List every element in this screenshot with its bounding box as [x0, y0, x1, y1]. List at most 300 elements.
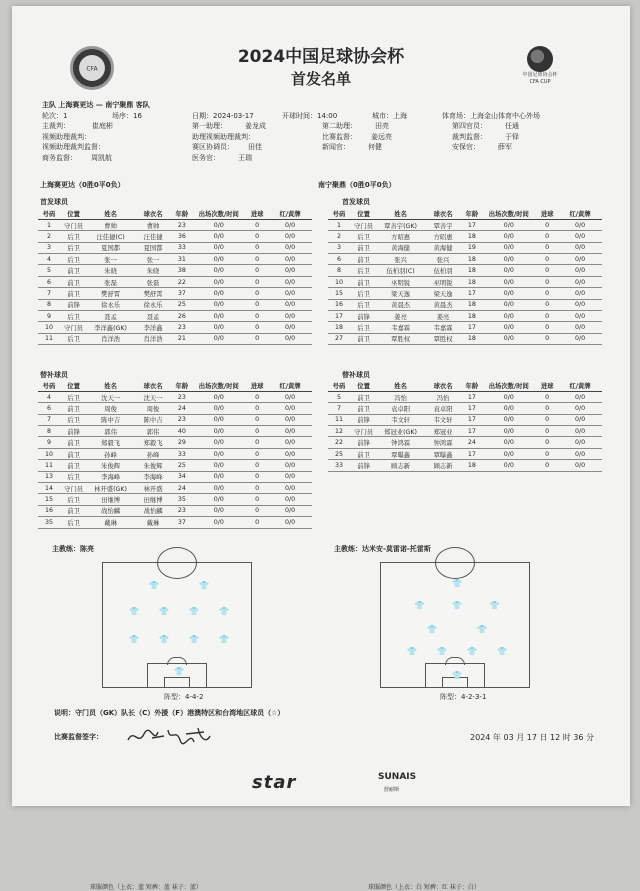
table-row [38, 494, 312, 505]
table-cell: 聂孟 [134, 311, 172, 322]
sponsor-logo-star: star [252, 772, 297, 793]
table-cell: 5 [38, 265, 60, 276]
player-shirt-icon: 👕 [189, 635, 199, 644]
table-cell: 0/0 [191, 517, 246, 528]
table-cell: 14 [38, 483, 60, 494]
player-shirt-icon: 👕 [149, 581, 159, 590]
table-cell: 陈中吉 [134, 414, 172, 425]
table-cell: 前卫 [60, 288, 87, 299]
sponsor-logo-sunais: SUNAIS [378, 772, 417, 782]
table-cell: 0/0 [481, 299, 536, 310]
table-row [38, 426, 312, 437]
table-cell: 前锋 [60, 426, 87, 437]
table-cell: 前卫 [350, 391, 377, 402]
table-cell: 23 [172, 414, 191, 425]
table-row [38, 403, 312, 414]
table-cell: 后卫 [60, 517, 87, 528]
table-cell: 0/0 [191, 231, 246, 242]
table-cell: 方昭惠 [424, 231, 462, 242]
table-cell: 11 [38, 333, 60, 344]
table-cell: 7 [328, 403, 350, 414]
table-cell: 0 [536, 265, 558, 276]
column-header: 号码 [38, 380, 60, 391]
table-cell: 郭伟 [134, 426, 172, 437]
table-cell: 0/0 [268, 403, 312, 414]
table-cell: 肖洋浩 [134, 333, 172, 344]
round-value: 1 [63, 111, 68, 120]
table-cell: 0 [246, 414, 268, 425]
table-cell: 10 [38, 322, 60, 333]
table-cell: 33 [172, 448, 191, 459]
column-header: 红/黄牌 [558, 208, 602, 219]
table-cell: 0 [246, 505, 268, 516]
table-cell: 18 [462, 231, 481, 242]
security-value: 薛军 [498, 143, 512, 151]
away-formation: 阵型：4-2-3-1 [440, 693, 487, 701]
table-cell: 11 [38, 460, 60, 471]
table-cell: 27 [328, 333, 350, 344]
column-header: 年龄 [462, 380, 481, 391]
table-cell: 0 [246, 483, 268, 494]
table-cell: 0/0 [268, 242, 312, 253]
table-cell: 0/0 [558, 311, 602, 322]
handwritten-signature [124, 722, 214, 750]
table-row [38, 231, 312, 242]
table-cell: 前卫 [60, 505, 87, 516]
table-cell: 0/0 [268, 322, 312, 333]
table-cell: 0/0 [268, 391, 312, 402]
table-cell: 0/0 [268, 494, 312, 505]
table-cell: 张一 [87, 254, 134, 265]
table-cell: 0/0 [268, 276, 312, 287]
column-header: 球衣名 [134, 380, 172, 391]
table-cell: 0/0 [481, 231, 536, 242]
player-shirt-icon: 👕 [467, 647, 477, 656]
table-cell: 周俊 [134, 403, 172, 414]
table-cell: 4 [38, 391, 60, 402]
column-header: 进球 [536, 208, 558, 219]
match-info: 主队 上海赛更达 — 南宁聚鼎 客队 轮次：1 场序：16 日期：2024-03-17 开球时间：14:00 城市：上海 体育场：上海金山体育中心外场 主裁判： 崔庭彬 第一助理： 姜龙成 第二助理： 田亮 第四官员： 任通 视频助理裁判： 助理视频助理裁判： 比赛监督： 姜远亮 裁判监督： 于铎 视频助理裁判监督： 赛区协调员： 田佳 新闻官： 何健 安保官： 薛军 商务监督： 周凯航 医务官： 王瑞 [42, 101, 540, 162]
table-row [328, 391, 602, 402]
table-cell: 9 [38, 311, 60, 322]
table-cell: 18 [462, 311, 481, 322]
home-starters-label: 首发球员 [40, 198, 68, 206]
away-starters-label: 首发球员 [342, 198, 370, 206]
table-header-row [38, 380, 312, 391]
sponsor-sunais-sub: 舒耐斯 [384, 787, 400, 793]
svg-text:CFA: CFA [86, 65, 98, 73]
table-cell: 0/0 [191, 276, 246, 287]
table-cell: 17 [462, 426, 481, 437]
table-row [328, 288, 602, 299]
table-cell: 前卫 [60, 403, 87, 414]
table-cell: 0/0 [191, 403, 246, 414]
table-cell: 16 [328, 299, 350, 310]
table-cell: 郭伟 [87, 426, 134, 437]
table-cell: 后卫 [60, 391, 87, 402]
table-cell: 0/0 [191, 333, 246, 344]
table-cell: 周俊 [87, 403, 134, 414]
column-header: 号码 [38, 208, 60, 219]
table-cell: 0/0 [558, 299, 602, 310]
table-cell: 守门员 [60, 219, 87, 230]
coordinator-value: 田佳 [248, 143, 262, 151]
assessor-value: 姜远亮 [371, 132, 392, 141]
table-cell: 0/0 [191, 426, 246, 437]
table-cell: 0/0 [191, 494, 246, 505]
table-cell: 0/0 [481, 311, 536, 322]
table-cell: 后卫 [60, 471, 87, 482]
column-header: 姓名 [377, 380, 424, 391]
table-row [38, 414, 312, 425]
table-cell: 戴琳 [87, 517, 134, 528]
table-cell: 顾志新 [424, 460, 462, 471]
player-shirt-icon: 👕 [129, 635, 139, 644]
table-row [38, 254, 312, 265]
table-cell: 12 [328, 426, 350, 437]
table-cell: 10 [38, 448, 60, 459]
table-cell: 18 [462, 254, 481, 265]
column-header: 位置 [60, 208, 87, 219]
table-cell: 0 [246, 517, 268, 528]
home-formation: 阵型：4-4-2 [164, 693, 204, 701]
column-header: 出场次数/时间 [191, 380, 246, 391]
table-cell: 0/0 [481, 403, 536, 414]
table-cell: 35 [38, 517, 60, 528]
table-cell: 张兴 [424, 254, 462, 265]
table-cell: 0 [246, 448, 268, 459]
player-shirt-icon: 👕 [407, 647, 417, 656]
table-cell: 0 [536, 448, 558, 459]
table-cell: 0/0 [268, 517, 312, 528]
table-cell: 战怡麟 [134, 505, 172, 516]
table-cell: 26 [172, 311, 191, 322]
table-cell: 郑毅飞 [134, 437, 172, 448]
table-cell: 25 [328, 448, 350, 459]
table-cell: 0/0 [268, 448, 312, 459]
table-cell: 后卫 [60, 242, 87, 253]
away-subs-table [328, 380, 602, 472]
table-cell: 7 [38, 414, 60, 425]
table-row [328, 254, 602, 265]
table-cell: 24 [172, 403, 191, 414]
table-cell: 17 [462, 414, 481, 425]
table-cell: 樊舒霄 [87, 288, 134, 299]
table-cell: 郑冠业 [424, 426, 462, 437]
table-cell: 黄海健 [424, 242, 462, 253]
table-cell: 0/0 [191, 265, 246, 276]
table-cell: 0 [246, 242, 268, 253]
table-cell: 后卫 [350, 322, 377, 333]
table-cell: 7 [38, 288, 60, 299]
table-cell: 0/0 [481, 242, 536, 253]
column-header: 年龄 [172, 208, 191, 219]
table-cell: 0/0 [268, 299, 312, 310]
table-cell: 后卫 [60, 414, 87, 425]
table-cell: 伍柏羽(C) [377, 265, 424, 276]
table-cell: 23 [172, 322, 191, 333]
table-cell: 韦文轩 [424, 414, 462, 425]
player-shirt-icon: 👕 [414, 601, 425, 610]
table-cell: 张兴 [377, 254, 424, 265]
table-cell: 6 [328, 254, 350, 265]
table-cell: 前卫 [350, 403, 377, 414]
table-cell: 0/0 [191, 483, 246, 494]
table-cell: 顾志新 [377, 460, 424, 471]
table-cell: 0/0 [558, 426, 602, 437]
table-cell: 李海峰 [87, 471, 134, 482]
ar1-value: 姜龙成 [245, 122, 266, 130]
table-cell: 梁天逸 [424, 288, 462, 299]
table-cell: 0/0 [268, 333, 312, 344]
table-cell: 朱俊辉 [134, 460, 172, 471]
column-header: 红/黄牌 [268, 208, 312, 219]
player-shirt-icon: 👕 [219, 635, 229, 644]
table-cell: 1 [38, 219, 60, 230]
table-cell: 0 [536, 311, 558, 322]
table-cell: 朱俊辉 [87, 460, 134, 471]
table-cell: 35 [172, 494, 191, 505]
column-header: 位置 [60, 380, 87, 391]
table-cell: 22 [172, 276, 191, 287]
player-shirt-icon: 👕 [477, 625, 487, 634]
avar-label: 助理视频助理裁判： [192, 132, 255, 141]
table-cell: 17 [462, 219, 481, 230]
table-cell: 汪佳捷(C) [87, 231, 134, 242]
table-cell: 0 [246, 311, 268, 322]
table-cell: 33 [328, 460, 350, 471]
table-cell: 0/0 [558, 437, 602, 448]
table-cell: 方昭惠 [377, 231, 424, 242]
table-cell: 5 [328, 391, 350, 402]
table-cell: 前卫 [60, 265, 87, 276]
table-cell: 冯怡 [377, 391, 424, 402]
commercial-value: 周凯航 [91, 153, 112, 162]
table-cell: 34 [172, 471, 191, 482]
table-cell: 巫明锐 [377, 276, 424, 287]
table-cell: 0/0 [558, 288, 602, 299]
table-cell: 钟鸿霖 [377, 437, 424, 448]
page-subtitle: 首发名单 [290, 70, 351, 88]
column-header: 姓名 [87, 380, 134, 391]
referee-value: 崔庭彬 [92, 122, 113, 130]
table-cell: 前卫 [350, 276, 377, 287]
table-cell: 后卫 [350, 265, 377, 276]
table-cell: 袁卓阳 [377, 403, 424, 414]
table-cell: 6 [38, 403, 60, 414]
table-cell: 0/0 [558, 265, 602, 276]
table-cell: 夏国都 [87, 242, 134, 253]
table-cell: 黄晨杰 [377, 299, 424, 310]
away-team-header: 南宁聚鼎（0胜0平0负） 球服颜色（上衣：白 短裤：红 袜子：白） [318, 181, 480, 891]
table-cell: 0/0 [268, 254, 312, 265]
table-cell: 朱晓 [87, 265, 134, 276]
table-cell: 0 [536, 288, 558, 299]
table-cell: 15 [38, 494, 60, 505]
table-cell: 汪佳捷 [134, 231, 172, 242]
table-row [38, 505, 312, 516]
table-row [328, 460, 602, 471]
home-coach: 主教练：陈亮 [52, 545, 94, 553]
table-cell: 0/0 [481, 448, 536, 459]
table-cell: 0/0 [268, 505, 312, 516]
table-cell: 0/0 [268, 265, 312, 276]
table-cell: 0/0 [191, 322, 246, 333]
column-header: 出场次数/时间 [481, 208, 536, 219]
table-cell: 0/0 [191, 219, 246, 230]
table-cell: 0/0 [481, 322, 536, 333]
table-cell: 0/0 [558, 242, 602, 253]
table-cell: 10 [328, 276, 350, 287]
table-cell: 郑冠业(GK) [377, 426, 424, 437]
table-cell: 17 [462, 322, 481, 333]
table-cell: 17 [462, 403, 481, 414]
table-cell: 0 [246, 391, 268, 402]
table-cell: 前锋 [350, 437, 377, 448]
table-cell: 冯怡 [424, 391, 462, 402]
table-cell: 前卫 [60, 460, 87, 471]
table-cell: 夏国都 [134, 242, 172, 253]
fourth-official-value: 任通 [505, 122, 519, 130]
table-cell: 33 [172, 242, 191, 253]
table-cell: 0/0 [268, 483, 312, 494]
table-cell: 38 [172, 265, 191, 276]
column-header: 出场次数/时间 [481, 380, 536, 391]
table-cell: 袁卓阳 [424, 403, 462, 414]
column-header: 年龄 [172, 380, 191, 391]
table-cell: 0/0 [191, 299, 246, 310]
table-cell: 田继博 [134, 494, 172, 505]
table-cell: 0/0 [191, 288, 246, 299]
player-shirt-icon: 👕 [189, 607, 199, 616]
table-cell: 曹帅 [87, 219, 134, 230]
home-kit-colors: 球服颜色（上衣：蓝 短裤：蓝 袜子：蓝） [90, 884, 202, 891]
table-cell: 徐永乐 [134, 299, 172, 310]
table-cell: 守门员 [60, 322, 87, 333]
table-row [38, 311, 312, 322]
table-cell: 后卫 [60, 333, 87, 344]
table-cell: 24 [462, 437, 481, 448]
table-cell: 0 [536, 414, 558, 425]
table-row [38, 276, 312, 287]
table-cell: 0 [536, 231, 558, 242]
date-value: 2024-03-17 [213, 111, 254, 120]
table-cell: 17 [462, 391, 481, 402]
table-cell: 李洋鑫(GK) [87, 322, 134, 333]
table-cell: 0 [246, 254, 268, 265]
column-header: 球衣名 [424, 208, 462, 219]
table-cell: 36 [172, 231, 191, 242]
home-formation-pitch [102, 562, 252, 688]
table-cell: 0/0 [481, 219, 536, 230]
table-cell: 后卫 [60, 311, 87, 322]
table-cell: 林开盛 [134, 483, 172, 494]
table-cell: 0/0 [558, 219, 602, 230]
table-cell: 0 [536, 460, 558, 471]
table-cell: 覃胜权 [424, 333, 462, 344]
table-cell: 孙峰 [87, 448, 134, 459]
home-team-header: 上海赛更达（0胜0平0负） 球服颜色（上衣：蓝 短裤：蓝 袜子：蓝） [40, 181, 202, 891]
table-header-row [38, 208, 312, 219]
table-cell: 前卫 [350, 448, 377, 459]
venue-value: 上海金山体育中心外场 [470, 111, 540, 120]
table-cell: 0 [246, 333, 268, 344]
table-cell: 张磊 [134, 276, 172, 287]
table-cell: 0 [246, 219, 268, 230]
table-row [328, 242, 602, 253]
table-cell: 0/0 [481, 276, 536, 287]
table-cell: 0 [536, 299, 558, 310]
column-header: 球衣名 [134, 208, 172, 219]
table-cell: 0 [536, 391, 558, 402]
table-cell: 0/0 [558, 276, 602, 287]
table-cell: 18 [462, 299, 481, 310]
table-row [328, 322, 602, 333]
table-cell: 黄海健 [377, 242, 424, 253]
table-cell: 25 [172, 299, 191, 310]
table-cell: 0/0 [191, 448, 246, 459]
match-no-value: 16 [133, 111, 142, 120]
table-cell: 0 [246, 276, 268, 287]
table-row [38, 265, 312, 276]
table-cell: 25 [172, 460, 191, 471]
table-cell: 0 [246, 426, 268, 437]
table-cell: 0 [536, 333, 558, 344]
table-row [38, 322, 312, 333]
table-cell: 0/0 [268, 231, 312, 242]
table-cell: 0/0 [268, 311, 312, 322]
table-cell: 0/0 [191, 460, 246, 471]
table-cell: 2 [328, 231, 350, 242]
table-cell: 守门员 [60, 483, 87, 494]
table-cell: 0/0 [268, 288, 312, 299]
table-cell: 后卫 [350, 288, 377, 299]
table-cell: 21 [172, 333, 191, 344]
table-cell: 11 [328, 414, 350, 425]
table-cell: 40 [172, 426, 191, 437]
table-cell: 1 [328, 219, 350, 230]
city-value: 上海 [393, 111, 407, 120]
table-row [38, 437, 312, 448]
ar2-value: 田亮 [375, 122, 389, 130]
column-header: 进球 [536, 380, 558, 391]
table-row [38, 517, 312, 528]
table-cell: 18 [462, 276, 481, 287]
table-cell: 8 [38, 426, 60, 437]
table-cell: 后卫 [350, 299, 377, 310]
table-cell: 18 [462, 460, 481, 471]
table-row [328, 276, 602, 287]
away-coach: 主教练：达米安-莫雷诺-托雷斯 [334, 545, 431, 553]
table-row [328, 265, 602, 276]
table-cell: 0 [246, 471, 268, 482]
table-cell: 孙峰 [134, 448, 172, 459]
table-cell: 23 [172, 505, 191, 516]
medical-value: 王瑞 [238, 153, 252, 162]
table-cell: 前卫 [350, 254, 377, 265]
table-cell: 0 [246, 299, 268, 310]
table-cell: 前锋 [350, 311, 377, 322]
table-cell: 前卫 [350, 333, 377, 344]
table-cell: 0/0 [558, 391, 602, 402]
table-cell: 0/0 [268, 414, 312, 425]
table-cell: 林开盛(GK) [87, 483, 134, 494]
table-cell: 肖洋浩 [87, 333, 134, 344]
table-row [38, 242, 312, 253]
table-row [38, 391, 312, 402]
table-cell: 13 [38, 471, 60, 482]
home-starters-table [38, 208, 312, 345]
